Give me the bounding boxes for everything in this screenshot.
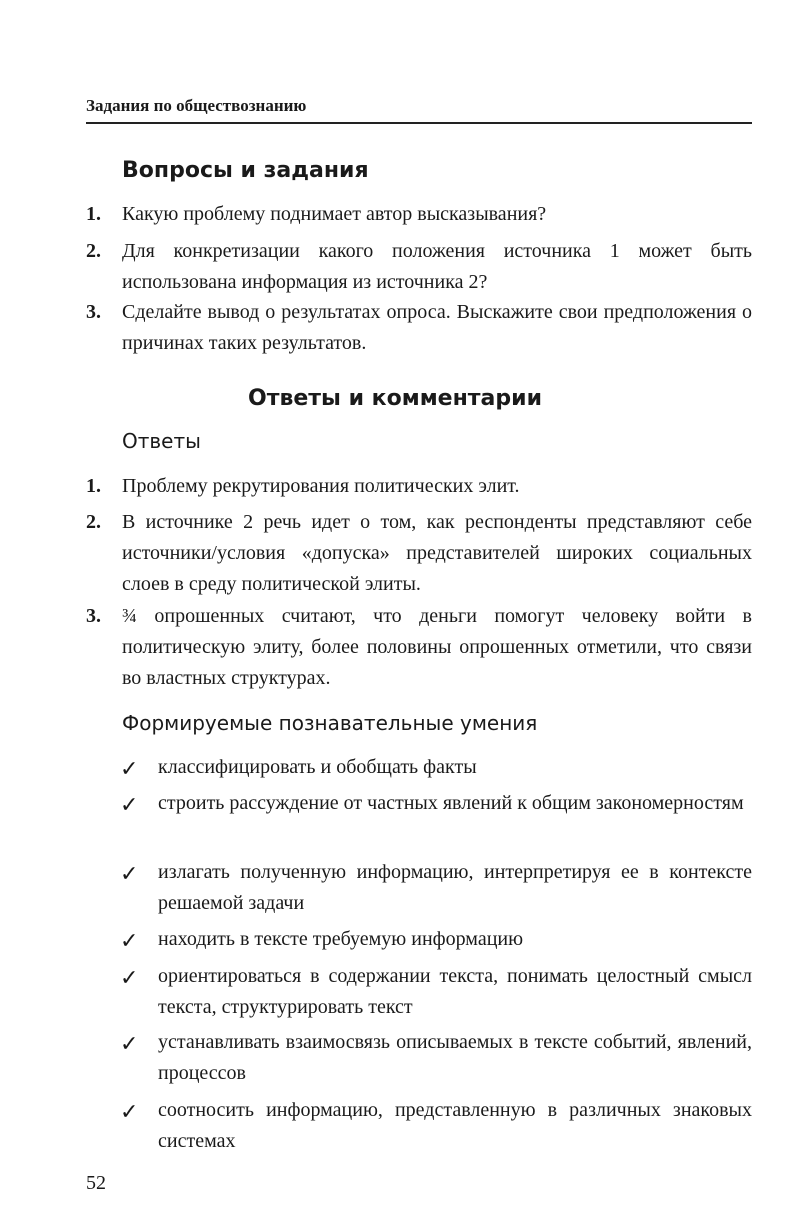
- skill-text: соотносить информацию, представленную в различных знаковых системах: [158, 1099, 752, 1152]
- answer-number: 3.: [86, 605, 101, 627]
- question-number: 1.: [86, 203, 101, 225]
- question-item: [86, 199, 752, 230]
- skill-text: излагать полученную информацию, интерпретируя ее в контексте решаемой задачи: [158, 861, 752, 914]
- question-text: Сделайте вывод о результатах опроса. Выскажите свои предположения о причинах таких результатов.: [122, 301, 752, 354]
- answer-text: Проблему рекрутирования политических элит.: [122, 475, 520, 497]
- answer-item: [86, 601, 752, 694]
- check-icon: ✓: [120, 793, 139, 818]
- skill-item: [120, 924, 752, 955]
- skill-text: устанавливать взаимосвязь описываемых в тексте событий, явлений, процессов: [158, 1031, 752, 1084]
- check-icon: ✓: [120, 1032, 139, 1057]
- skill-item: [120, 788, 752, 819]
- answer-number: 2.: [86, 511, 101, 533]
- running-header-title: Задания по обществознанию: [86, 96, 307, 115]
- check-icon: ✓: [120, 929, 139, 954]
- answer-number: 1.: [86, 475, 101, 497]
- answer-text: В источнике 2 речь идет о том, как респонденты представляют себе источники/условия «допуска» представителей широких социальных слоев в среду политической элиты.: [122, 511, 752, 595]
- question-text: Какую проблему поднимает автор высказывания?: [122, 203, 547, 225]
- running-header: [86, 96, 752, 124]
- question-text: Для конкретизации какого положения источника 1 может быть использована информация из источника 2?: [122, 240, 752, 293]
- skill-item: [120, 1095, 752, 1157]
- answers-subheading: Ответы: [122, 429, 201, 453]
- question-item: [86, 297, 752, 359]
- skill-text: ориентироваться в содержании текста, понимать целостный смысл текста, структурировать текст: [158, 965, 752, 1018]
- skill-item: [120, 1027, 752, 1089]
- questions-heading: Вопросы и задания: [122, 158, 369, 183]
- skill-text: находить в тексте требуемую информацию: [158, 928, 524, 950]
- question-number: 2.: [86, 240, 101, 262]
- skill-text: классифицировать и обобщать факты: [158, 756, 477, 778]
- skill-item: [120, 961, 752, 1023]
- answer-item: [86, 471, 752, 502]
- question-item: [86, 236, 752, 298]
- answer-item: [86, 507, 752, 600]
- check-icon: ✓: [120, 966, 139, 991]
- skill-item: [120, 857, 752, 919]
- check-icon: ✓: [120, 862, 139, 887]
- answers-heading: Ответы и комментарии: [248, 386, 542, 411]
- page-number: 52: [86, 1172, 106, 1194]
- skills-subheading: Формируемые познавательные умения: [122, 711, 538, 735]
- answer-text: ¾ опрошенных считают, что деньги помогут человеку войти в политическую элиту, более половины опрошенных отметили, что связи во властных структурах.: [122, 605, 752, 689]
- check-icon: ✓: [120, 757, 139, 782]
- skill-item: [120, 752, 752, 783]
- check-icon: ✓: [120, 1100, 139, 1125]
- question-number: 3.: [86, 301, 101, 323]
- skill-text: строить рассуждение от частных явлений к общим закономерностям: [158, 792, 744, 814]
